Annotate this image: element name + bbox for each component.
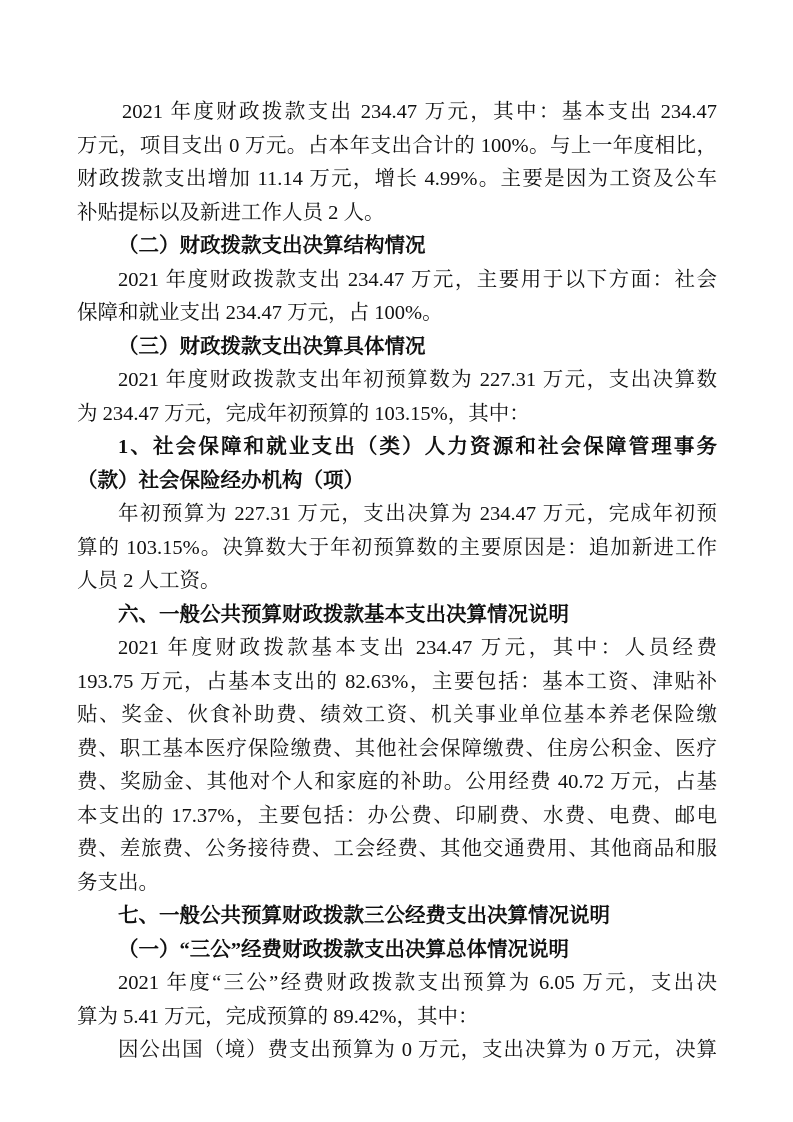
text-line: 补贴提标以及新进工作人员 2 人。 [77,201,385,224]
paragraph-specific [77,364,717,431]
text-line: 2021 年度财政拨款支出 234.47 万元，其中：基本支出 234.47 [122,101,717,123]
text-line: 费、奖励金、其他对个人和家庭的补助。公用经费 40.72 万元，占基 [77,771,717,793]
heading-section-7: 七、一般公共预算财政拨款三公经费支出决算情况说明 [118,905,610,927]
text-line: 本支出的 17.37%，主要包括：办公费、印刷费、水费、电费、邮电 [77,804,717,827]
heading-section-6: 六、一般公共预算财政拨款基本支出决算情况说明 [118,603,569,626]
paragraph-three-public-overall [77,967,717,1034]
text-line: 贴、奖金、伙食补助费、绩效工资、机关事业单位基本养老保险缴 [77,704,717,726]
text-line: 务支出。 [77,871,159,894]
heading-structure: （二）财政拨款支出决算结构情况 [118,235,426,257]
text-line: 2021 年度财政拨款基本支出 234.47 万元，其中：人员经费 [118,637,717,659]
text-line: 2021 年度财政拨款支出年初预算数为 227.31 万元，支出决算数 [118,369,717,391]
text-line: 算的 103.15%。决算数大于年初预算数的主要原因是：追加新进工作 [77,536,717,559]
text-line: 费、差旅费、公务接待费、工会经费、其他交通费用、其他商品和服 [77,838,717,860]
text-line: 保障和就业支出 234.47 万元，占 100%。 [77,302,443,324]
paragraph-overseas-travel [77,1034,717,1068]
text-line: （款）社会保险经办机构（项） [77,469,364,492]
text-line: 为 234.47 万元，完成年初预算的 103.15%，其中： [77,402,530,425]
text-line: 财政拨款支出增加 11.14 万元，增长 4.99%。主要是因为工资及公车 [77,168,717,190]
text-line: 因公出国（境）费支出预算为 0 万元，支出决算为 0 万元，决算 [118,1039,717,1061]
text-line: 1、社会保障和就业支出（类）人力资源和社会保障管理事务 [118,436,717,458]
text-line: 算为 5.41 万元，完成预算的 89.42%，其中： [77,1005,479,1028]
paragraph-social-security-item [77,498,717,599]
heading-specific: （三）财政拨款支出决算具体情况 [118,335,426,358]
text-line: 2021 年度财政拨款支出 234.47 万元，主要用于以下方面：社会 [118,268,717,291]
heading-social-security-item [77,431,717,498]
text-line: 2021 年度“三公”经费财政拨款支出预算为 6.05 万元，支出决 [118,972,717,994]
text-line: 年初预算为 227.31 万元，支出决算为 234.47 万元，完成年初预 [118,503,717,525]
heading-three-public-overall: （一）“三公”经费财政拨款支出决算总体情况说明 [118,938,569,961]
text-line: 人员 2 人工资。 [77,570,221,592]
paragraph-fiscal-expenditure-summary [77,96,717,230]
text-line: 万元，项目支出 0 万元。占本年支出合计的 100%。与上一年度相比， [77,134,717,157]
document-page [77,96,717,1068]
paragraph-structure [77,264,717,331]
text-line: 费、职工基本医疗保险缴费、其他社会保障缴费、住房公积金、医疗 [77,737,717,760]
paragraph-basic-expenditure [77,632,717,900]
text-line: 193.75 万元，占基本支出的 82.63%，主要包括：基本工资、津贴补 [77,670,717,693]
